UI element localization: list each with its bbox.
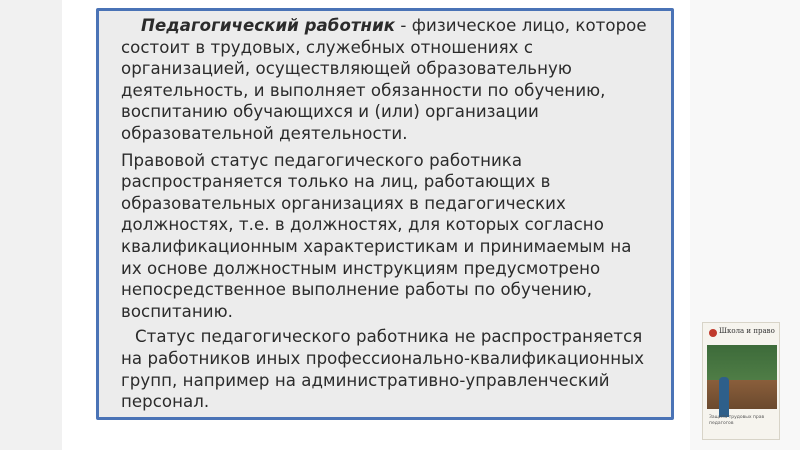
- definition-text: - физическое лицо, которое состоит в трудовых, служебных отношениях с организацией, осуществляющей образовательную деятельность, и выполняет обязанности по обучению, воспитанию обучающихся и (или) организации образовательной деятельности.: [121, 16, 647, 143]
- text-frame: [96, 8, 674, 420]
- publisher-logo-icon: [709, 329, 717, 337]
- teacher-figure-icon: [719, 377, 729, 417]
- definition-paragraph: [121, 15, 657, 145]
- exclusion-paragraph: Статус педагогического работника не распространяется на работников иных профессионально-квалификационных групп, например на административно-управленческий персонал.: [121, 327, 645, 412]
- legal-status-paragraph: Правовой статус педагогического работника распространяется только на лиц, работающих в образовательных организациях в педагогических должностях, т.е. в должностях, для которых согласно квалификационным характеристикам и принимаемым на их основе должностным инструкциям предусмотрено непосредственное выполнение работы по обучению, воспитанию.: [121, 150, 632, 321]
- book-cover-thumbnail: [702, 322, 780, 440]
- term-bold: Педагогический работник: [141, 16, 396, 35]
- cover-illustration: [707, 345, 777, 409]
- cover-caption: Защита трудовых прав педагогов: [709, 415, 765, 426]
- cover-title: Школа и право: [719, 327, 775, 335]
